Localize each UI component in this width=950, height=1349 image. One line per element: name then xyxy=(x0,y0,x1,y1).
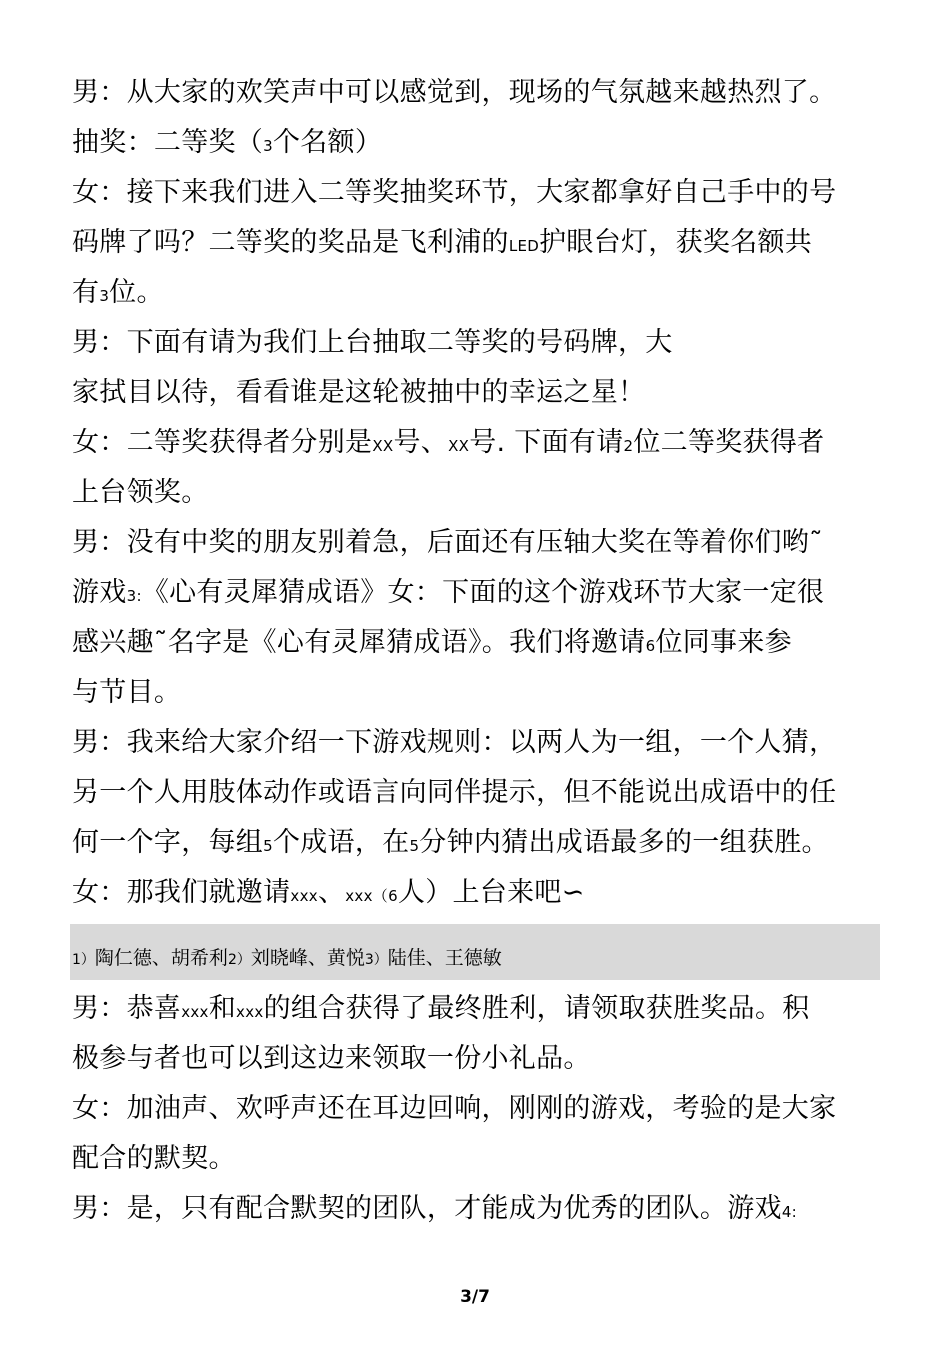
text-line: 女：二等奖获得者分别是XX号、XX号. 下面有请2位二等奖获得者 xyxy=(72,427,825,458)
text-line: 抽奖：二等奖（3个名额） xyxy=(72,127,383,158)
text-line: 男：下面有请为我们上台抽取二等奖的号码牌，大 xyxy=(72,327,673,358)
team-list-highlight: 1）陶仁德、胡希利2）刘晓峰、黄悦3）陆佳、王德敏 xyxy=(70,924,880,980)
text-line: 有3位。 xyxy=(72,277,164,308)
text-line: 男：没有中奖的朋友别着急，后面还有压轴大奖在等着你们哟˜ xyxy=(72,527,823,558)
text-line: 游戏3:《心有灵犀猜成语》女：下面的这个游戏环节大家一定很 xyxy=(72,577,825,608)
text-line: 男：恭喜xxx和xxx的组合获得了最终胜利，请领取获胜奖品。积 xyxy=(72,993,810,1024)
text-line: 男：从大家的欢笑声中可以感觉到，现场的气氛越来越热烈了。 xyxy=(72,77,837,108)
text-line: 男：我来给大家介绍一下游戏规则：以两人为一组，一个人猜， xyxy=(72,727,837,758)
text-line: 码牌了吗？二等奖的奖品是飞利浦的LED护眼台灯，获奖名额共 xyxy=(72,227,813,258)
text-line: 上台领奖。 xyxy=(72,477,209,508)
text-line: 女：加油声、欢呼声还在耳边回响，刚刚的游戏，考验的是大家 xyxy=(72,1093,837,1124)
document-body xyxy=(72,68,882,1234)
text-line: 女：接下来我们进入二等奖抽奖环节，大家都拿好自己手中的号 xyxy=(72,177,837,208)
text-line: 极参与者也可以到这边来领取一份小礼品。 xyxy=(72,1043,591,1074)
page-number: 3/7 xyxy=(460,1287,490,1307)
text-line: 另一个人用肢体动作或语言向同伴提示，但不能说出成语中的任 xyxy=(72,777,837,808)
text-line: 感兴趣˜名字是《心有灵犀猜成语》。我们将邀请6位同事来参 xyxy=(72,627,792,658)
text-line: 女：那我们就邀请xxx、xxx（6人）上台来吧∽ xyxy=(72,877,585,908)
text-line: 与节目。 xyxy=(72,677,182,708)
text-line: 配合的默契。 xyxy=(72,1143,236,1174)
text-line: 家拭目以待，看看谁是这轮被抽中的幸运之星！ xyxy=(72,377,646,408)
text-line: 男：是，只有配合默契的团队，才能成为优秀的团队。游戏4: xyxy=(72,1193,798,1224)
text-line: 何一个字，每组5个成语，在5分钟内猜出成语最多的一组获胜。 xyxy=(72,827,829,858)
